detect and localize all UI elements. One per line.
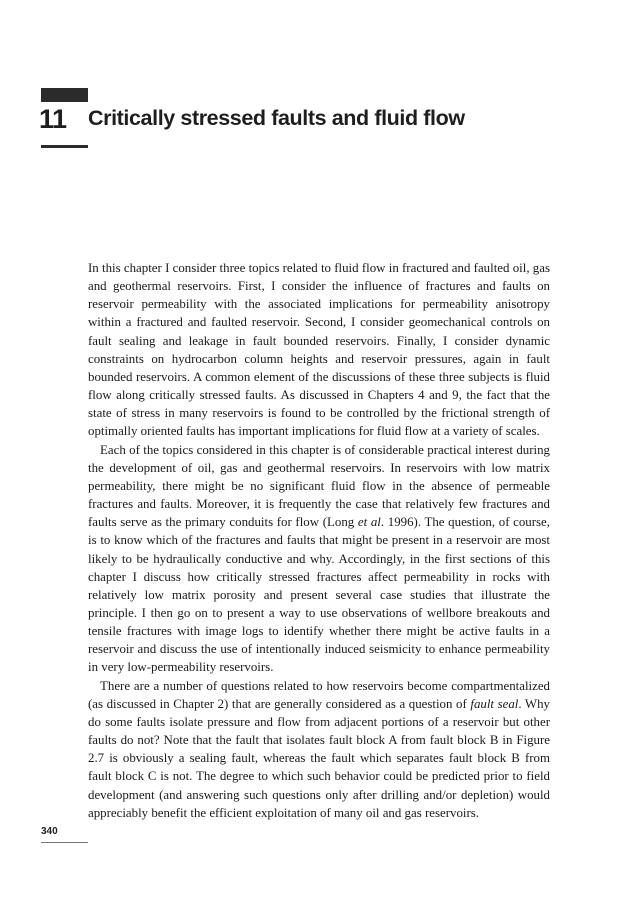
chapter-bottom-rule	[41, 145, 88, 148]
paragraph-3	[88, 677, 550, 822]
chapter-title: Critically stressed faults and fluid flow	[88, 106, 465, 130]
paragraph-2-text-a: Each of the topics considered in this chapter is of considerable practical interest during the development of oil, gas and geothermal reservoirs. In reservoirs with low matrix permeability, there might be no significant fluid flow in the absence of permeable fractures and faults. Moreover, it is frequently the case that relatively few fractures and faults serve as the primary conduits for flow (Long	[88, 442, 550, 530]
paragraph-1	[88, 259, 550, 441]
paragraph-2-text-b: . 1996). The question, of course, is to know which of the fractures and faults that might be present in a reservoir are most likely to be hydraulically conductive and why. Accordingly, in the first sections of this chapter I discuss how critically stressed fractures affect permeability in rocks with relatively low matrix porosity and present several case studies that illustrate the principle. I then go on to present a way to use observations of wellbore breakouts and tensile fractures with image logs to identify whether there might be active faults in a reservoir and discuss the use of intentionally induced seismicity to enhance permeability in very low-permeability reservoirs.	[88, 515, 551, 675]
paragraph-2	[88, 441, 550, 677]
paragraph-3-text-a: There are a number of questions related to how reservoirs become compartmentalized (as discussed in Chapter 2) that are generally considered as a question of	[88, 678, 550, 711]
page-number: 340	[41, 826, 58, 837]
chapter-number: 11	[39, 104, 67, 134]
paragraph-3-italic: fault seal	[470, 696, 519, 711]
paragraph-3-text-b: . Why do some faults isolate pressure and flow from adjacent portions of a reservoir but other faults do not? Note that the fault that isolates fault block A from fault block B in Figure 2.7 is obviously a sealing fault, whereas the fault which separates fault block B from fault block C is not. The degree to which such behavior could be predicted prior to field development (and answering such questions only after drilling and/or depletion) would appreciably benefit the efficient exploitation of many oil and gas reservoirs.	[88, 696, 550, 820]
page-number-rule	[41, 842, 88, 843]
paragraph-1-text: In this chapter I consider three topics related to fluid flow in fractured and faulted oil, gas and geothermal reservoirs. First, I consider the influence of fractures and faults on reservoir permeability with the associated implications for permeability anisotropy within a fractured and faulted reservoir. Second, I consider geomechanical controls on fault sealing and leakage in fault bounded reservoirs. Finally, I consider dynamic constraints on hydrocarbon column heights and reservoir pressures, again in fault bounded reservoirs. A common element of the discussions of these three subjects is fluid flow along critically stressed faults. As discussed in Chapters 4 and 9, the fact that the state of stress in many reservoirs is found to be controlled by the frictional strength of optimally oriented faults has important implications for fluid flow at a variety of scales.	[88, 261, 550, 439]
chapter-top-rule	[41, 88, 88, 102]
body-text	[88, 259, 550, 822]
paragraph-2-italic: et al	[357, 515, 381, 530]
